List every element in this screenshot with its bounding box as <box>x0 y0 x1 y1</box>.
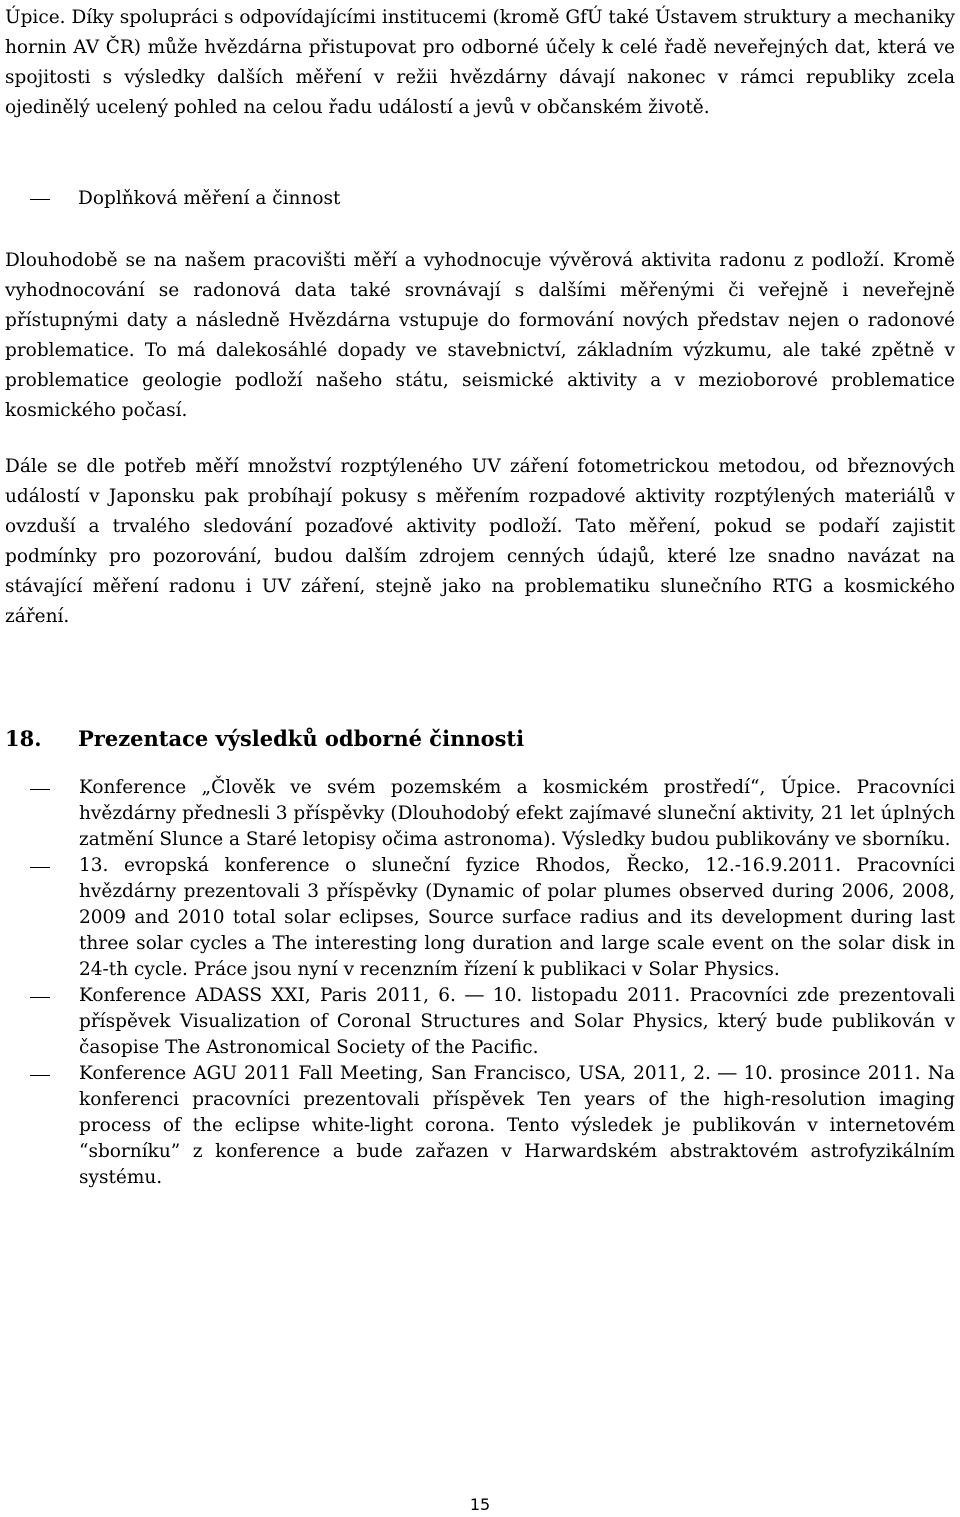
list-item <box>0 853 955 983</box>
list-item-text: Konference AGU 2011 Fall Meeting, San Francisco, USA, 2011, 2. ― 10. prosince 2011. Na konferenci pracovníci prezentovali příspěvek Ten years of the high-resolution imaging process of the eclipse white-light corona. Tento výsledek je publikován v internetovém “sborníku” z konference a bude zařazen v Harwardském abstraktovém astrofyzikálním systému. <box>79 1063 955 1188</box>
subheading-dash <box>30 199 50 200</box>
list-item-text: Konference ADASS XXI, Paris 2011, 6. ― 10. listopadu 2011. Pracovníci zde prezentovali příspěvek Visualization of Coronal Structures and Solar Physics, který bude publikován v časopise The Astronomical Society of the Pacific. <box>79 985 955 1058</box>
dash-bullet <box>30 867 50 868</box>
page-number: 15 <box>469 1495 491 1514</box>
dash-bullet <box>30 1075 50 1076</box>
list-item <box>0 775 955 853</box>
subheading: Doplňková měření a činnost <box>78 188 341 209</box>
list-item-text: Konference „Člověk ve svém pozemském a kosmickém prostředí“, Úpice. Pracovníci hvězdárny přednesli 3 příspěvky (Dlouhodobý efekt zajímavé sluneční aktivity, 21 let úplných zatmění Slunce a Staré letopisy očima astronoma). Výsledky budou publikovány ve sborníku. <box>79 777 955 850</box>
intro-paragraph: Úpice. Díky spolupráci s odpovídajícími institucemi (kromě GfÚ také Ústavem struktury a mechaniky hornin AV ČR) může hvězdárna přistupovat pro odborné účely k celé řadě neveřejných dat, která ve spojitosti s výsledky dalších měření v režii hvězdárny dávají nakonec v rámci republiky zcela ojedinělý ucelený pohled na celou řadu událostí a jevů v občanském životě. <box>5 7 955 118</box>
radon-paragraph: Dlouhodobě se na našem pracovišti měří a vyhodnocuje vývěrová aktivita radonu z podloží. Kromě vyhodnocování se radonová data také srovnávají s dalšími měřenými či veřejně i neveřejně přístupnými daty a následně Hvězdárna vstupuje do formování nových představ nejen o radonové problematice. To má dalekosáhlé dopady ve stavebnictví, základním výzkumu, ale také zpětně v problematice geologie podloží našeho státu, seismické aktivity a v mezioborové problematice kosmického počasí. <box>5 250 955 421</box>
uv-paragraph: Dále se dle potřeb měří množství rozptýleného UV záření fotometrickou metodou, od březnových událostí v Japonsku pak probíhají pokusy s měřením rozpadové aktivity rozptýlených materiálů v ovzduší a trvalého sledování pozaďové aktivity podloží. Tato měření, pokud se podaří zajistit podmínky pro pozorování, budou dalším zdrojem cenných údajů, které lze snadno navázat na stávající měření radonu i UV záření, stejně jako na problematiku slunečního RTG a kosmického záření. <box>5 456 955 627</box>
dash-bullet <box>30 997 50 998</box>
section-number: 18. <box>5 726 42 751</box>
list-item <box>0 1061 955 1191</box>
list-item <box>0 983 955 1061</box>
list-item-text: 13. evropská konference o sluneční fyzice Rhodos, Řecko, 12.-16.9.2011. Pracovníci hvězdárny prezentovali 3 příspěvky (Dynamic of polar plumes observed during 2006, 2008, 2009 and 2010 total solar eclipses, Source surface radius and its development during last three solar cycles a The interesting long duration and large scale event on the solar disk in 24-th cycle. Práce jsou nyní v recenzním řízení k publikaci v Solar Physics. <box>79 855 955 980</box>
conference-list <box>0 775 960 1191</box>
dash-bullet <box>30 789 50 790</box>
section-title: Prezentace výsledků odborné činnosti <box>78 726 525 751</box>
section-heading <box>5 723 955 755</box>
